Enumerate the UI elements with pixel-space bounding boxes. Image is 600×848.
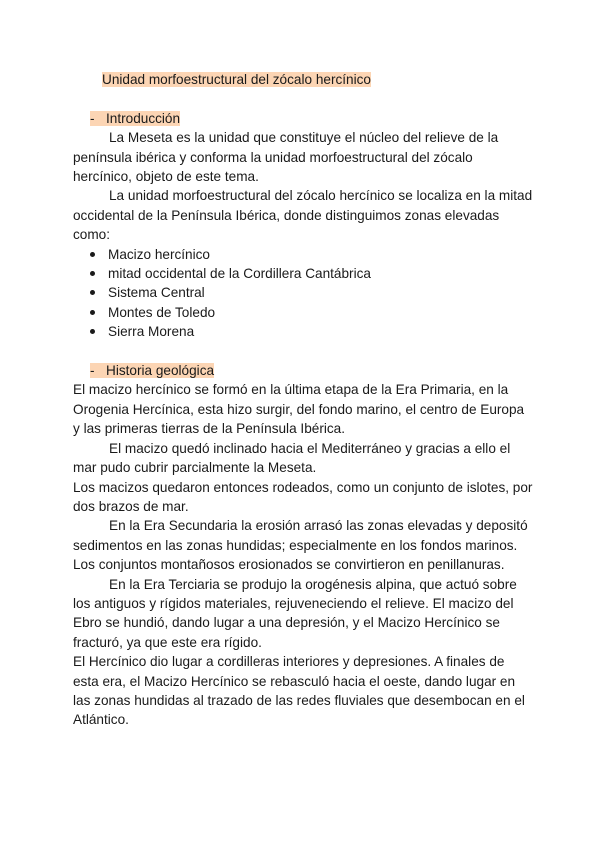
paragraph: La Meseta es la unidad que constituye el núcleo del relieve de la península ibérica y conforma la unidad morfoestructural del zócalo hercínico, objeto de este tema. — [73, 130, 499, 185]
heading-label: Historia geológica — [106, 363, 215, 379]
bullet-icon — [90, 271, 95, 276]
list-item: Montes de Toledo — [90, 303, 533, 322]
bullet-icon — [90, 329, 95, 334]
heading-dash: - — [90, 110, 95, 126]
bullet-icon — [90, 310, 95, 315]
bullet-list — [73, 245, 533, 342]
document-page — [73, 70, 533, 730]
bullet-icon — [90, 290, 95, 295]
heading-label: Introducción — [106, 110, 181, 126]
paragraph: El Hercínico dio lugar a cordilleras interiores y depresiones. A finales de esta era, el Macizo Hercínico se rebasculó hacia el oeste, dando lugar en las zonas hundidas al trazado de las redes fluviales que desembocan en el Atlántico. — [73, 654, 525, 728]
list-item: Sierra Morena — [90, 322, 533, 341]
paragraph: El macizo quedó inclinado hacia el Mediterráneo y gracias a ello el mar pudo cubrir parcialmente la Meseta. — [73, 440, 511, 476]
paragraph: Los macizos quedaron entonces rodeados, como un conjunto de islotes, por dos brazos de mar. — [73, 479, 533, 514]
bullet-icon — [90, 252, 95, 257]
paragraph: El macizo hercínico se formó en la última etapa de la Era Primaria, en la Orogenia Hercínica, esta hizo surgir, del fondo marino, el centro de Europa y las primeras tierras de la Península Ibérica. — [73, 382, 525, 437]
heading-dash: - — [90, 363, 95, 379]
list-item: Macizo hercínico — [90, 245, 533, 264]
list-item: mitad occidental de la Cordillera Cantábrica — [90, 264, 533, 283]
paragraph: La unidad morfoestructural del zócalo hercínico se localiza en la mitad occidental de la Península Ibérica, donde distinguimos zonas elevadas como: — [73, 188, 533, 243]
section-heading-historia-geologica — [73, 361, 533, 380]
list-item: Sistema Central — [90, 283, 533, 302]
section-heading-introduccion — [73, 109, 533, 128]
title-highlight: Unidad morfoestructural del zócalo hercínico — [102, 72, 371, 87]
paragraph: En la Era Terciaria se produjo la orogénesis alpina, que actuó sobre los antiguos y rígidos materiales, rejuveneciendo el relieve. El macizo del Ebro se hundió, dando lugar a una depresión, y el Macizo Hercínico se fracturó, ya que este era rígido. — [73, 576, 517, 650]
paragraph: En la Era Secundaria la erosión arrasó las zonas elevadas y depositó sedimentos en las zonas hundidas; especialmente en los fondos marinos. Los conjuntos montañosos erosionados se convirtieron en penillanuras. — [73, 518, 528, 573]
document-title — [73, 70, 533, 89]
